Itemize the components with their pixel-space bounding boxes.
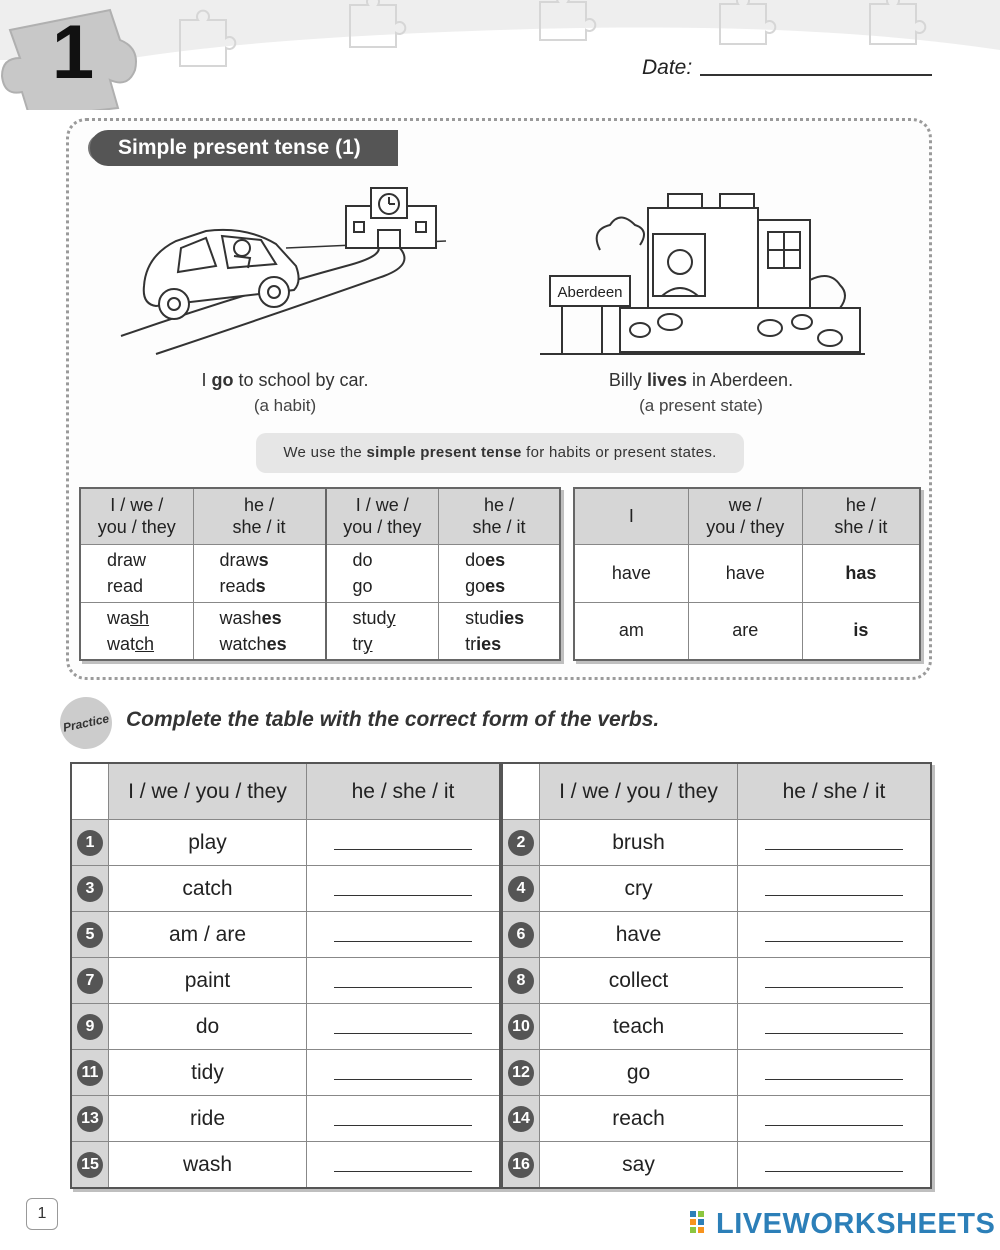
answer-cell: [738, 912, 932, 958]
base-verb-cell: reach: [540, 1096, 738, 1142]
liveworksheets-logo-icon: [690, 1211, 712, 1235]
item-number-cell: [502, 866, 540, 912]
answer-input-line[interactable]: [334, 1151, 472, 1172]
table-row: [71, 912, 500, 958]
answer-cell: [307, 958, 501, 1004]
date-label: Date:: [642, 56, 693, 79]
table-row: [71, 1096, 500, 1142]
answer-cell: [738, 820, 932, 866]
table-cell: studies tries: [439, 602, 560, 660]
item-number-cell: [71, 1050, 109, 1096]
table-row: [502, 820, 931, 866]
header-cell: we / you / they: [688, 488, 802, 544]
item-number: 10: [508, 1014, 534, 1040]
answer-input-line[interactable]: [765, 1013, 903, 1034]
item-number: 11: [77, 1060, 103, 1086]
answer-cell: [307, 866, 501, 912]
answer-input-line[interactable]: [765, 967, 903, 988]
item-number-cell: [71, 866, 109, 912]
table-cell: does goes: [439, 544, 560, 602]
answer-input-line[interactable]: [765, 1105, 903, 1126]
answer-cell: [738, 958, 932, 1004]
table-cell: are: [688, 602, 802, 660]
brand-name: LIVEWORKSHEETS: [716, 1208, 996, 1240]
date-input-line[interactable]: [700, 74, 932, 76]
base-verb-cell: tidy: [109, 1050, 307, 1096]
answer-cell: [738, 1050, 932, 1096]
item-number: 16: [508, 1152, 534, 1178]
answer-cell: [738, 1096, 932, 1142]
item-number-cell: [502, 1096, 540, 1142]
item-number-cell: [71, 912, 109, 958]
answer-input-line[interactable]: [334, 1105, 472, 1126]
example-note-2: (a present state): [639, 396, 763, 415]
base-verb-cell: have: [540, 912, 738, 958]
item-number-cell: [502, 820, 540, 866]
table-cell: have: [688, 544, 802, 602]
table-row: [71, 866, 500, 912]
table-cell: draw read: [80, 544, 193, 602]
item-number: 15: [77, 1152, 103, 1178]
unit-number: 1: [51, 10, 95, 95]
answer-input-line[interactable]: [334, 967, 472, 988]
answer-input-line[interactable]: [765, 875, 903, 896]
answer-input-line[interactable]: [334, 921, 472, 942]
table-row: [71, 958, 500, 1004]
car-to-school-illustration: [116, 186, 461, 356]
item-number-cell: [502, 1050, 540, 1096]
example-note-1: (a habit): [253, 396, 317, 415]
aberdeen-house-illustration: [540, 190, 865, 360]
section-title: Simple present tense (1): [90, 130, 398, 166]
item-number-cell: [71, 1142, 109, 1189]
answer-input-line[interactable]: [765, 829, 903, 850]
item-number: 5: [77, 922, 103, 948]
table-row: [71, 820, 500, 866]
header-cell: I / we / you / they: [326, 488, 439, 544]
item-number-cell: [502, 958, 540, 1004]
item-number-cell: [71, 820, 109, 866]
practice-table-left: [70, 762, 501, 1189]
base-verb-cell: brush: [540, 820, 738, 866]
example-sentence-2: Billy lives in Aberdeen.: [608, 370, 794, 390]
table-row: [71, 1004, 500, 1050]
base-verb-cell: say: [540, 1142, 738, 1189]
base-verb-cell: teach: [540, 1004, 738, 1050]
base-verb-cell: catch: [109, 866, 307, 912]
answer-cell: [307, 1004, 501, 1050]
item-number: 14: [508, 1106, 534, 1132]
item-number-cell: [71, 1004, 109, 1050]
have-be-table: [573, 487, 921, 661]
item-number: 3: [77, 876, 103, 902]
answer-cell: [738, 866, 932, 912]
table-cell: am: [574, 602, 688, 660]
table-cell: have: [574, 544, 688, 602]
table-row: [502, 958, 931, 1004]
base-verb-cell: ride: [109, 1096, 307, 1142]
page-number: 1: [26, 1198, 58, 1230]
item-number: 12: [508, 1060, 534, 1086]
answer-cell: [307, 1050, 501, 1096]
table-row: [71, 1142, 500, 1189]
item-number-cell: [71, 958, 109, 1004]
item-number-cell: [502, 1142, 540, 1189]
table-cell: study try: [326, 602, 439, 660]
answer-cell: [307, 820, 501, 866]
header-cell: he / she / it: [193, 488, 325, 544]
table-cell: is: [802, 602, 920, 660]
answer-cell: [738, 1142, 932, 1189]
table-row: [71, 1050, 500, 1096]
header-cell: he / she / it: [738, 763, 932, 820]
table-row: [502, 912, 931, 958]
answer-input-line[interactable]: [334, 1013, 472, 1034]
item-number: 1: [77, 830, 103, 856]
verb-spelling-table: [79, 487, 561, 661]
table-row: [502, 866, 931, 912]
aberdeen-sign-text: Aberdeen: [557, 284, 623, 301]
item-number: 13: [77, 1106, 103, 1132]
practice-badge: Practice: [55, 692, 117, 754]
answer-cell: [307, 1142, 501, 1189]
header-cell: he / she / it: [307, 763, 501, 820]
item-number: 9: [77, 1014, 103, 1040]
header-cell: I: [574, 488, 688, 544]
base-verb-cell: do: [109, 1004, 307, 1050]
header-cell: I / we / you / they: [109, 763, 307, 820]
table-cell: washes watches: [193, 602, 325, 660]
answer-input-line[interactable]: [334, 829, 472, 850]
item-number-cell: [502, 912, 540, 958]
table-cell: do go: [326, 544, 439, 602]
answer-cell: [738, 1004, 932, 1050]
answer-input-line[interactable]: [765, 1059, 903, 1080]
table-row: [502, 1096, 931, 1142]
item-number: 4: [508, 876, 534, 902]
header-cell: he / she / it: [802, 488, 920, 544]
answer-cell: [307, 1096, 501, 1142]
table-row: [502, 1142, 931, 1189]
table-row: [502, 1004, 931, 1050]
item-number: 7: [77, 968, 103, 994]
item-number: 6: [508, 922, 534, 948]
practice-instruction: Complete the table with the correct form of the verbs.: [126, 708, 660, 731]
header-cell: I / we / you / they: [80, 488, 193, 544]
rule-note: We use the simple present tense for habits or present states.: [256, 433, 744, 473]
table-cell: wash watch: [80, 602, 193, 660]
practice-table-right: [501, 762, 932, 1189]
base-verb-cell: collect: [540, 958, 738, 1004]
base-verb-cell: cry: [540, 866, 738, 912]
answer-input-line[interactable]: [765, 921, 903, 942]
answer-input-line[interactable]: [334, 875, 472, 896]
answer-input-line[interactable]: [765, 1151, 903, 1172]
table-row: [502, 1050, 931, 1096]
header-cell: he / she / it: [439, 488, 560, 544]
top-banner: [0, 0, 1000, 110]
base-verb-cell: go: [540, 1050, 738, 1096]
item-number-cell: [71, 1096, 109, 1142]
answer-input-line[interactable]: [334, 1059, 472, 1080]
item-number: 8: [508, 968, 534, 994]
base-verb-cell: paint: [109, 958, 307, 1004]
base-verb-cell: wash: [109, 1142, 307, 1189]
example-sentence-1: I go to school by car.: [201, 370, 369, 390]
item-number: 2: [508, 830, 534, 856]
base-verb-cell: am / are: [109, 912, 307, 958]
table-cell: has: [802, 544, 920, 602]
answer-cell: [307, 912, 501, 958]
base-verb-cell: play: [109, 820, 307, 866]
table-cell: draws reads: [193, 544, 325, 602]
item-number-cell: [502, 1004, 540, 1050]
header-cell: I / we / you / they: [540, 763, 738, 820]
